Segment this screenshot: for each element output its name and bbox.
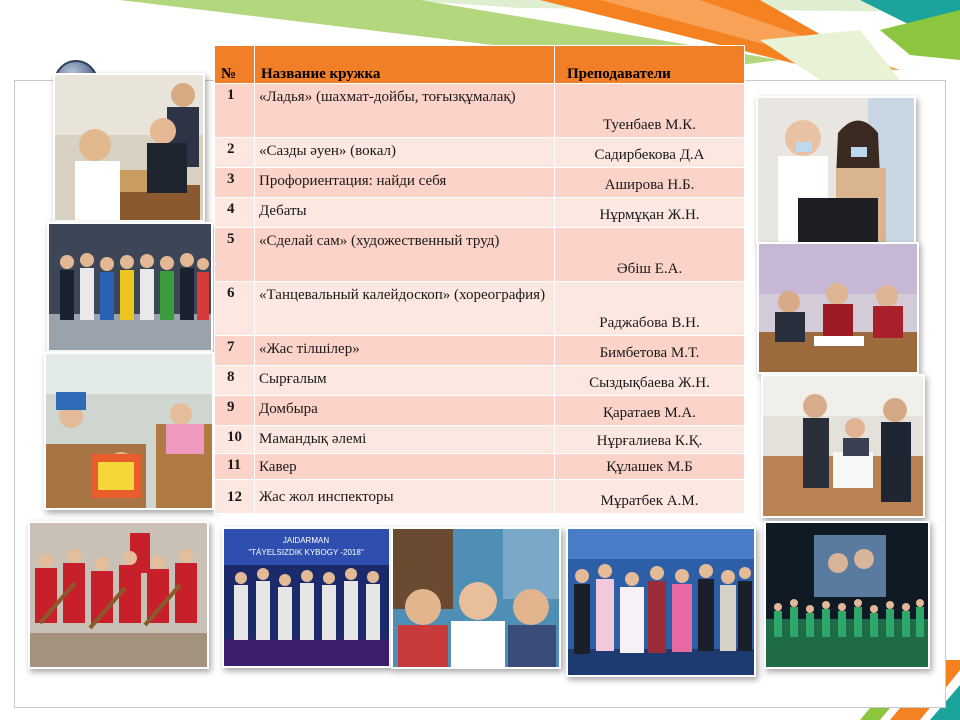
row-number: 3 xyxy=(215,168,255,198)
photo-group-uniforms xyxy=(47,222,213,352)
club-name: «Жас тілшілер» xyxy=(255,336,555,366)
photo-chess xyxy=(53,73,205,222)
teacher-name: Нұрмұқан Ж.Н. xyxy=(555,198,745,228)
teacher-name: Бимбетова М.Т. xyxy=(555,336,745,366)
row-number: 2 xyxy=(215,138,255,168)
header-club-name: Название кружка xyxy=(255,46,555,84)
table-row xyxy=(215,138,745,168)
table-row xyxy=(215,426,745,454)
row-number: 4 xyxy=(215,198,255,228)
teacher-name: Сыздықбаева Ж.Н. xyxy=(555,366,745,396)
teacher-name: Мұратбек А.М. xyxy=(555,480,745,514)
photo-stage-singers xyxy=(222,527,391,668)
row-number: 5 xyxy=(215,228,255,282)
table-row xyxy=(215,168,745,198)
club-name: Сырғалым xyxy=(255,366,555,396)
club-name: Жас жол инспекторы xyxy=(255,480,555,514)
row-number: 10 xyxy=(215,426,255,454)
row-number: 8 xyxy=(215,366,255,396)
table-row xyxy=(215,480,745,514)
row-number: 12 xyxy=(215,480,255,514)
header-teachers: Преподаватели xyxy=(555,46,745,84)
clubs-table xyxy=(214,45,745,514)
row-number: 9 xyxy=(215,396,255,426)
photo-dombra-ensemble xyxy=(28,521,209,669)
club-name: «Ладья» (шахмат-дойбы, тоғызқұмалақ) xyxy=(255,84,555,138)
stage-banner-line1: JAIDARMAN xyxy=(282,536,330,545)
teacher-name: Раджабова В.Н. xyxy=(555,282,745,336)
club-name: «Танцевальный калейдоскоп» (хореография) xyxy=(255,282,555,336)
table-row xyxy=(215,198,745,228)
club-name: Домбыра xyxy=(255,396,555,426)
club-name: Профориентация: найди себя xyxy=(255,168,555,198)
stage-banner-line2: "TÁYELSIZDIK KYBOGY -2018" xyxy=(248,548,364,557)
teacher-name: Нұрғалиева К.Қ. xyxy=(555,426,745,454)
row-number: 11 xyxy=(215,454,255,480)
club-name: Мамандық әлемі xyxy=(255,426,555,454)
row-number: 1 xyxy=(215,84,255,138)
photo-three-boys xyxy=(391,527,561,669)
table-row xyxy=(215,454,745,480)
table-header-row xyxy=(215,46,745,84)
photo-meeting-table xyxy=(757,242,919,374)
club-name: «Сделай сам» (художественный труд) xyxy=(255,228,555,282)
photo-dance-stage xyxy=(764,521,930,669)
teacher-name: Құлашек М.Б xyxy=(555,454,745,480)
header-number: № xyxy=(215,46,255,84)
table-row xyxy=(215,336,745,366)
photo-laptop-students xyxy=(756,96,916,244)
table-row xyxy=(215,228,745,282)
teacher-name: Әбіш Е.А. xyxy=(555,228,745,282)
club-name: «Сазды әуен» (вокал) xyxy=(255,138,555,168)
table-row xyxy=(215,396,745,426)
teacher-name: Туенбаев М.К. xyxy=(555,84,745,138)
photo-costume-group xyxy=(566,527,756,677)
teacher-name: Аширова Н.Б. xyxy=(555,168,745,198)
row-number: 6 xyxy=(215,282,255,336)
row-number: 7 xyxy=(215,336,255,366)
club-name: Кавер xyxy=(255,454,555,480)
table-row xyxy=(215,282,745,336)
teacher-name: Садирбекова Д.А xyxy=(555,138,745,168)
club-name: Дебаты xyxy=(255,198,555,228)
table-row xyxy=(215,84,745,138)
table-row xyxy=(215,366,745,396)
photo-classroom-drawings xyxy=(44,352,214,510)
photo-ballot-box xyxy=(761,374,925,518)
teacher-name: Қаратаев М.А. xyxy=(555,396,745,426)
